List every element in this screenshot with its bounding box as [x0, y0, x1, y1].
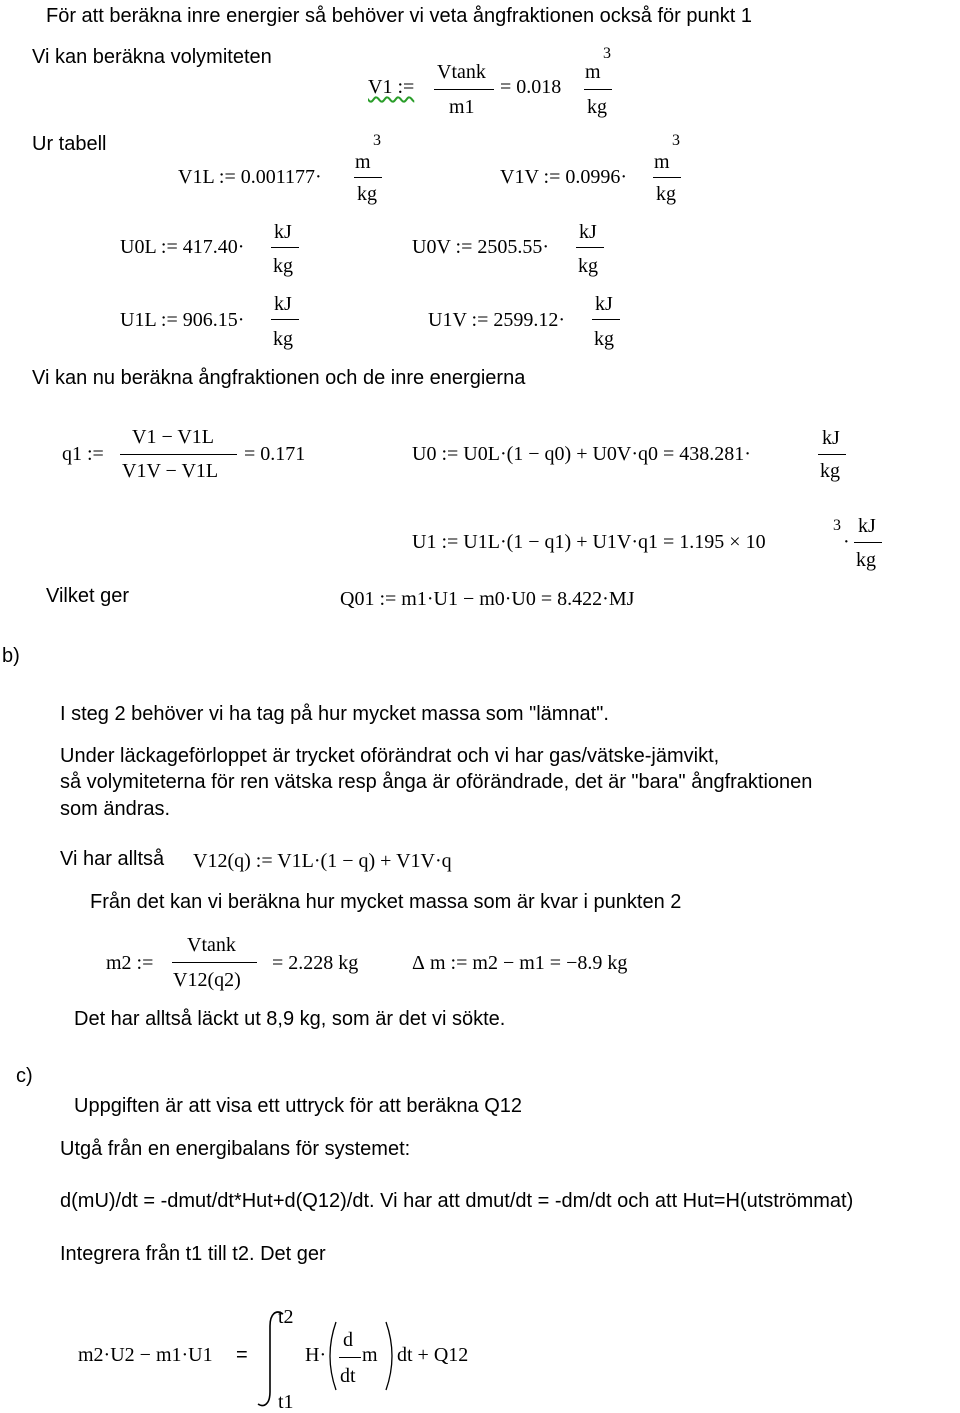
c-paragraph-4: Integrera från t1 till t2. Det ger — [60, 1243, 326, 1265]
unit-kg: kg — [273, 255, 293, 277]
unit-kJ: kJ — [595, 293, 613, 315]
unit-m: m — [654, 151, 670, 173]
b-conclusion: Det har alltså läckt ut 8,9 kg, som är det vi sökte. — [74, 1008, 506, 1030]
middot: · — [843, 531, 850, 553]
b-paragraph-2-line-1: Under läckageförloppet är trycket oförändrat och vi har gas/vätske-jämvikt, — [60, 745, 720, 767]
enthalpy-symbol: H· — [305, 1344, 327, 1366]
exponent: 3 — [603, 45, 611, 62]
unit-kg: kg — [594, 328, 614, 350]
tabell-text: Ur tabell — [32, 133, 107, 155]
intro-text: För att beräkna inre energier så behöver vi veta ångfraktionen också för punkt 1 — [46, 5, 752, 27]
nu-text: Vi kan nu beräkna ångfraktionen och de inre energierna — [32, 367, 526, 389]
m2-definition: m2 := — [106, 952, 154, 974]
u0l-definition: U0L := 417.40· — [120, 236, 245, 258]
delta-symbol: Δ — [412, 952, 425, 974]
unit-kJ: kJ — [274, 221, 292, 243]
exponent: 3 — [833, 517, 841, 534]
exponent: 3 — [672, 132, 680, 149]
derivative-numerator: d — [343, 1329, 353, 1351]
exponent: 3 — [373, 132, 381, 149]
unit-kJ: kJ — [822, 427, 840, 449]
v1v-definition: V1V := 0.0996· — [500, 166, 628, 188]
b-paragraph-1: I steg 2 behöver vi ha tag på hur mycket massa som "lämnat". — [60, 703, 609, 725]
unit-m: m — [585, 61, 601, 83]
v1l-definition: V1L := 0.001177· — [178, 166, 322, 188]
c-paragraph-1: Uppgiften är att visa ett uttryck för att beräkna Q12 — [74, 1095, 522, 1117]
unit-kg: kg — [656, 183, 676, 205]
unit-kg: kg — [587, 96, 607, 118]
v1-denominator: m1 — [449, 96, 475, 118]
u0v-definition: U0V := 2505.55· — [412, 236, 550, 258]
unit-kg: kg — [357, 183, 377, 205]
volym-text: Vi kan beräkna volymiteten — [32, 46, 272, 68]
v1-definition: V1 := — [368, 76, 415, 98]
b-paragraph-2-line-3: som ändras. — [60, 798, 171, 820]
v1-value: = 0.018 — [500, 76, 562, 98]
q1-value: = 0.171 — [244, 443, 306, 465]
integral-tail: dt + Q12 — [397, 1344, 469, 1366]
unit-m: m — [355, 151, 371, 173]
c-paragraph-2: Utgå från en energibalans för systemet: — [60, 1138, 411, 1160]
unit-kJ: kJ — [579, 221, 597, 243]
unit-kg: kg — [820, 460, 840, 482]
q1-numerator: V1 − V1L — [132, 426, 215, 448]
b-paragraph-2-line-2: så volymiteterna för ren vätska resp ånga är oförändrade, det är "bara" ångfraktionen — [60, 771, 813, 793]
u0-expression: U0 := U0L·(1 − q0) + U0V·q0 = 438.281· — [412, 443, 751, 465]
q01-expression: Q01 := m1·U1 − m0·U0 = 8.422·MJ — [340, 588, 635, 610]
vilket-text: Vilket ger — [46, 585, 130, 607]
b-fran-text: Från det kan vi beräkna hur mycket massa som är kvar i punkten 2 — [90, 891, 682, 913]
v12-definition: V12(q) := V1L·(1 − q) + V1V·q — [193, 850, 452, 872]
b-vi-har-text: Vi har alltså — [60, 848, 165, 870]
unit-kJ: kJ — [858, 515, 876, 537]
q1-denominator: V1V − V1L — [122, 460, 219, 482]
unit-kg: kg — [856, 549, 876, 571]
equals-sign: = — [236, 1344, 248, 1366]
unit-kg: kg — [578, 255, 598, 277]
right-paren — [386, 1322, 392, 1390]
integral-upper-limit: t2 — [278, 1306, 294, 1328]
delta-m-expression: m := m2 − m1 = −8.9 kg — [430, 952, 628, 974]
section-b-label: b) — [2, 645, 20, 667]
integral-sign — [258, 1312, 283, 1405]
u1l-definition: U1L := 906.15· — [120, 309, 245, 331]
unit-kg: kg — [273, 328, 293, 350]
m2-value: = 2.228 kg — [272, 952, 359, 974]
u1v-definition: U1V := 2599.12· — [428, 309, 566, 331]
v1-numerator: Vtank — [437, 61, 486, 83]
section-c-label: c) — [16, 1065, 33, 1087]
derivative-denominator: dt — [340, 1365, 356, 1387]
u1-expression: U1 := U1L·(1 − q1) + U1V·q1 = 1.195 × 10 — [412, 531, 766, 553]
m2-denominator: V12(q2) — [173, 969, 241, 991]
q1-definition: q1 := — [62, 443, 104, 465]
c-paragraph-3: d(mU)/dt = -dmut/dt*Hut+d(Q12)/dt. Vi har att dmut/dt = -dm/dt och att Hut=H(utströmmat) — [60, 1190, 854, 1212]
integral-lower-limit: t1 — [278, 1391, 294, 1413]
mass-symbol: m — [362, 1344, 378, 1366]
energy-lhs: m2·U2 − m1·U1 — [78, 1344, 213, 1366]
m2-numerator: Vtank — [187, 934, 236, 956]
left-paren — [330, 1322, 336, 1390]
unit-kJ: kJ — [274, 293, 292, 315]
